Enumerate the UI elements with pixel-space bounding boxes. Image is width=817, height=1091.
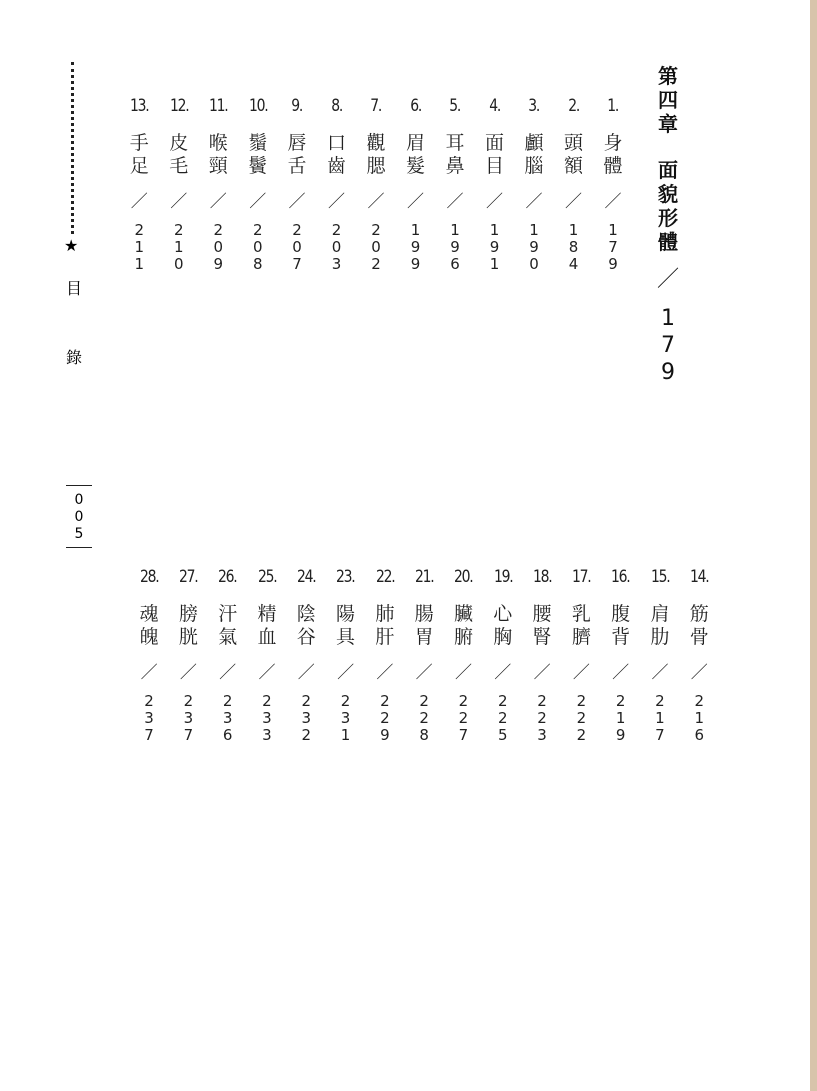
entry-number: 28. bbox=[139, 567, 159, 587]
entry-title: 肩肋 bbox=[650, 603, 670, 648]
entry-separator: ／ bbox=[297, 663, 315, 683]
toc-entry[interactable] bbox=[168, 96, 191, 273]
chapter-heading bbox=[656, 64, 680, 386]
entry-separator: ／ bbox=[494, 663, 512, 683]
entry-page: 207 bbox=[292, 221, 302, 273]
entry-page: 223 bbox=[537, 692, 547, 744]
toc-entry[interactable] bbox=[688, 567, 711, 744]
entry-title: 觀腮 bbox=[366, 132, 386, 177]
entry-separator: ／ bbox=[486, 192, 503, 212]
toc-entry[interactable] bbox=[523, 96, 545, 273]
folio-rule-top bbox=[66, 485, 92, 486]
chapter-number: 第四章 bbox=[658, 64, 678, 136]
entry-number: 2. bbox=[568, 96, 579, 116]
entry-page: 209 bbox=[213, 221, 224, 273]
entry-separator: ／ bbox=[249, 192, 267, 212]
entry-separator: ／ bbox=[612, 663, 630, 683]
entry-title: 膀胱 bbox=[178, 603, 198, 648]
entry-number: 26. bbox=[218, 567, 237, 587]
entry-number: 6. bbox=[410, 96, 421, 116]
entry-page: 232 bbox=[301, 692, 312, 744]
toc-entry[interactable] bbox=[609, 567, 632, 744]
toc-entry[interactable] bbox=[444, 96, 466, 273]
entry-number: 10. bbox=[248, 96, 268, 116]
entry-number: 9. bbox=[291, 96, 303, 116]
toc-entry[interactable] bbox=[452, 567, 475, 744]
entry-separator: ／ bbox=[533, 663, 551, 683]
entry-separator: ／ bbox=[407, 192, 424, 212]
entry-page: 227 bbox=[458, 692, 469, 744]
toc-entry[interactable] bbox=[247, 96, 270, 273]
entry-separator: ／ bbox=[258, 663, 276, 683]
chapter-page: 179 bbox=[661, 306, 675, 385]
entry-page: 228 bbox=[419, 692, 429, 744]
entry-number: 27. bbox=[179, 567, 198, 587]
sidebar-label-mu: 目 bbox=[65, 279, 82, 298]
entry-title: 面目 bbox=[484, 132, 504, 177]
entry-title: 腰腎 bbox=[532, 603, 552, 648]
folio-rule-bottom bbox=[66, 547, 92, 548]
entry-title: 耳鼻 bbox=[445, 132, 465, 177]
entry-title: 精血 bbox=[257, 603, 277, 648]
toc-entry[interactable] bbox=[286, 96, 308, 273]
entry-title: 皮毛 bbox=[169, 132, 189, 177]
entry-title: 身體 bbox=[603, 132, 623, 177]
toc-entry[interactable] bbox=[177, 567, 200, 744]
entry-separator: ／ bbox=[209, 192, 227, 212]
entry-title: 汗氣 bbox=[218, 603, 238, 648]
entry-title: 顱腦 bbox=[524, 132, 544, 177]
entry-page: 203 bbox=[331, 221, 342, 273]
toc-entry[interactable] bbox=[484, 96, 506, 273]
entry-separator: ／ bbox=[328, 192, 345, 212]
entry-title: 腸胃 bbox=[414, 603, 434, 648]
entry-number: 4. bbox=[489, 96, 500, 116]
entry-title: 肺肝 bbox=[375, 603, 395, 648]
entry-page: 217 bbox=[655, 692, 665, 744]
entry-title: 陽具 bbox=[336, 603, 356, 648]
entry-separator: ／ bbox=[179, 663, 197, 683]
entry-page: 229 bbox=[380, 692, 390, 744]
entry-separator: ／ bbox=[367, 192, 385, 212]
toc-entry[interactable] bbox=[570, 567, 593, 744]
toc-entry[interactable] bbox=[216, 567, 239, 744]
entry-number: 14. bbox=[690, 567, 709, 587]
entry-page: 236 bbox=[222, 692, 233, 744]
chapter-separator: ／ bbox=[656, 267, 679, 292]
entry-title: 乳臍 bbox=[571, 603, 591, 648]
entry-number: 8. bbox=[331, 96, 342, 116]
entry-separator: ／ bbox=[604, 192, 622, 212]
entry-title: 心胸 bbox=[493, 603, 513, 648]
entry-page: 225 bbox=[497, 692, 508, 744]
entry-number: 20. bbox=[454, 567, 473, 587]
entry-number: 15. bbox=[650, 567, 670, 587]
toc-entry[interactable] bbox=[365, 96, 387, 273]
entry-title: 手足 bbox=[129, 132, 149, 177]
sidebar-label-lu: 錄 bbox=[65, 348, 82, 367]
entry-number: 19. bbox=[493, 567, 513, 587]
toc-entry[interactable] bbox=[374, 567, 397, 744]
entry-number: 3. bbox=[528, 96, 540, 116]
entry-number: 24. bbox=[297, 567, 316, 587]
toc-entry[interactable] bbox=[602, 96, 624, 273]
toc-entry[interactable] bbox=[413, 567, 436, 744]
entry-separator: ／ bbox=[170, 192, 188, 212]
toc-entry[interactable] bbox=[531, 567, 554, 744]
entry-title: 腹背 bbox=[611, 603, 631, 648]
toc-entry[interactable] bbox=[334, 567, 357, 744]
entry-page: 222 bbox=[576, 692, 587, 744]
entry-page: 202 bbox=[371, 221, 381, 273]
entry-separator: ／ bbox=[376, 663, 394, 683]
entry-title: 臟腑 bbox=[453, 603, 473, 648]
entry-number: 13. bbox=[130, 96, 149, 116]
entry-number: 1. bbox=[607, 96, 619, 116]
entry-separator: ／ bbox=[130, 192, 148, 212]
entry-page: 208 bbox=[252, 221, 263, 273]
chapter-title: 面貌形體 bbox=[658, 158, 678, 254]
entry-separator: ／ bbox=[337, 663, 355, 683]
toc-entry[interactable] bbox=[256, 567, 279, 744]
page-edge bbox=[810, 0, 817, 1091]
entry-page: 184 bbox=[568, 221, 579, 273]
entry-title: 陰谷 bbox=[296, 603, 316, 648]
entry-page: 233 bbox=[262, 692, 272, 744]
entry-page: 216 bbox=[694, 692, 705, 744]
entry-number: 11. bbox=[209, 96, 228, 116]
entry-separator: ／ bbox=[454, 663, 472, 683]
dotted-leader bbox=[71, 62, 74, 234]
folio-number: 005 bbox=[74, 492, 84, 542]
entry-number: 25. bbox=[257, 567, 277, 587]
entry-page: 179 bbox=[608, 221, 618, 273]
page-folio bbox=[66, 485, 92, 548]
toc-entry[interactable] bbox=[405, 96, 427, 273]
toc-entry[interactable] bbox=[563, 96, 585, 273]
entry-page: 196 bbox=[450, 221, 460, 273]
entry-page: 191 bbox=[489, 221, 500, 273]
entry-page: 231 bbox=[340, 692, 351, 744]
entry-title: 口齒 bbox=[326, 132, 346, 177]
toc-entry[interactable] bbox=[492, 567, 515, 744]
entry-number: 5. bbox=[449, 96, 461, 116]
entry-separator: ／ bbox=[690, 663, 708, 683]
entry-title: 筋骨 bbox=[689, 603, 709, 648]
entry-number: 17. bbox=[572, 567, 591, 587]
toc-entry[interactable] bbox=[207, 96, 230, 273]
toc-entry[interactable] bbox=[295, 567, 318, 744]
entry-title: 鬚鬢 bbox=[248, 132, 268, 177]
entry-separator: ／ bbox=[140, 663, 158, 683]
toc-entry[interactable] bbox=[128, 96, 151, 273]
entry-page: 210 bbox=[173, 221, 184, 273]
toc-entry[interactable] bbox=[326, 96, 348, 273]
entry-separator: ／ bbox=[446, 192, 464, 212]
entry-page: 237 bbox=[183, 692, 194, 744]
entry-number: 12. bbox=[169, 96, 189, 116]
entry-title: 喉頸 bbox=[208, 132, 228, 177]
entry-separator: ／ bbox=[572, 663, 590, 683]
entry-separator: ／ bbox=[651, 663, 669, 683]
entry-title: 魂魄 bbox=[139, 603, 159, 648]
entry-title: 唇舌 bbox=[287, 132, 307, 177]
entry-number: 23. bbox=[336, 567, 355, 587]
entry-separator: ／ bbox=[415, 663, 433, 683]
entry-page: 199 bbox=[410, 221, 421, 273]
toc-entry[interactable] bbox=[649, 567, 672, 744]
entry-number: 18. bbox=[532, 567, 552, 587]
entry-page: 237 bbox=[144, 692, 154, 744]
entry-separator: ／ bbox=[565, 192, 582, 212]
toc-entry[interactable] bbox=[138, 567, 161, 744]
entry-separator: ／ bbox=[288, 192, 306, 212]
entry-title: 眉髮 bbox=[405, 132, 425, 177]
star-icon: ★ bbox=[64, 236, 79, 255]
entry-number: 22. bbox=[375, 567, 395, 587]
entry-number: 21. bbox=[414, 567, 434, 587]
entry-page: 190 bbox=[529, 221, 539, 273]
entry-page: 219 bbox=[615, 692, 626, 744]
entry-separator: ／ bbox=[525, 192, 543, 212]
entry-page: 211 bbox=[134, 221, 145, 273]
entry-number: 16. bbox=[611, 567, 630, 587]
entry-separator: ／ bbox=[219, 663, 237, 683]
entry-number: 7. bbox=[370, 96, 382, 116]
entry-title: 頭額 bbox=[563, 132, 583, 177]
